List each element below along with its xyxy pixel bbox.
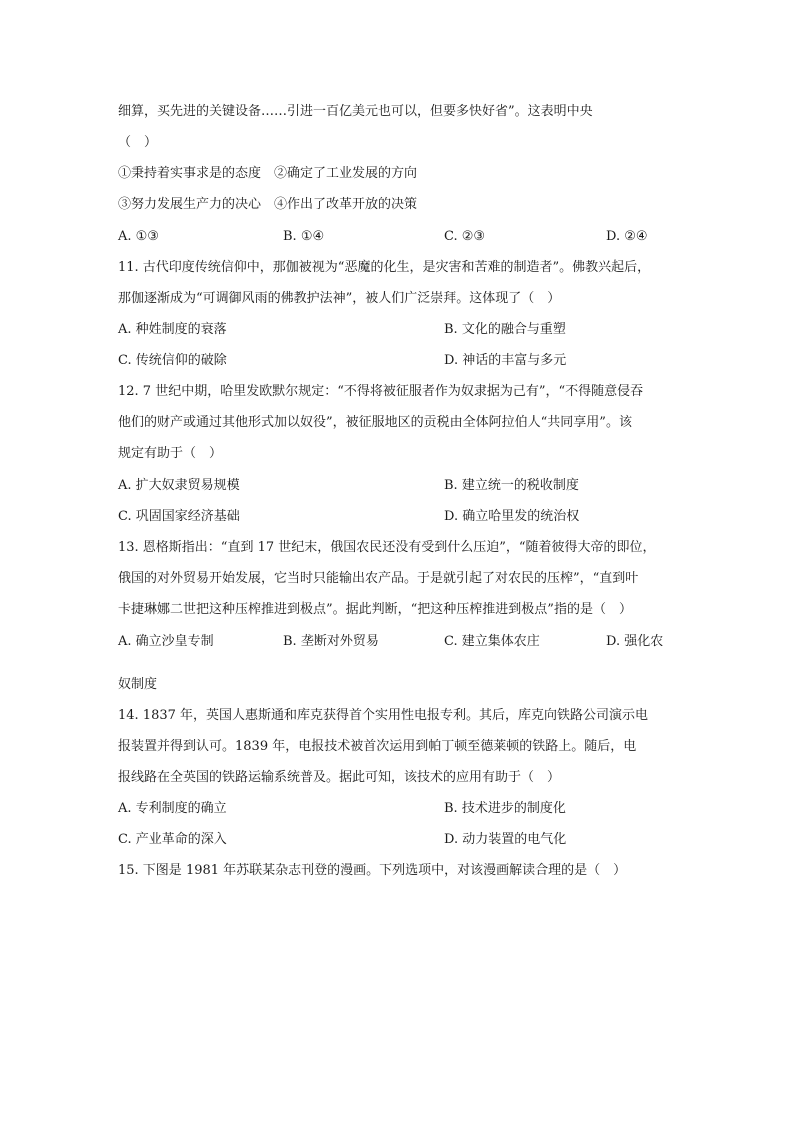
q10-option-c: C. ②③ — [444, 229, 486, 244]
q13-option-d-wrap: 奴制度 — [118, 677, 158, 692]
q10-option-d: D. ②④ — [606, 229, 648, 244]
q14-stem-1: 14. 1837 年，英国人惠斯通和库克获得首个实用性电报专利。其后，库克向铁路公司演示电 — [118, 708, 649, 723]
q13-option-c: C. 建立集体农庄 — [444, 634, 540, 649]
q11-stem-1: 11. 古代印度传统信仰中，那伽被视为“恶魔的化生，是灾害和苦难的制造者”。佛教兴起后， — [118, 260, 651, 275]
q11-option-c: C. 传统信仰的破除 — [118, 353, 227, 368]
q10-statements-2: ③努力发展生产力的决心 ④作出了改革开放的决策 — [118, 197, 418, 212]
q12-stem-2: 他们的财产或通过其他形式加以奴役”，被征服地区的贡税由全体阿拉伯人“共同享用”。该 — [118, 415, 632, 430]
q10-option-b: B. ①④ — [283, 229, 325, 244]
q11-option-d: D. 神话的丰富与多元 — [444, 353, 567, 368]
q13-option-d: D. 强化农 — [606, 634, 664, 649]
q14-option-a: A. 专利制度的确立 — [118, 801, 227, 816]
q10-continued-line: 细算，买先进的关键设备……引进一百亿美元也可以，但要多快好省”。这表明中央 — [118, 104, 593, 119]
q13-option-a: A. 确立沙皇专制 — [118, 634, 214, 649]
q13-option-b: B. 垄断对外贸易 — [283, 634, 379, 649]
q12-option-b: B. 建立统一的税收制度 — [444, 478, 579, 493]
q10-answer-bracket: （ ） — [118, 135, 158, 150]
q11-option-b: B. 文化的融合与重塑 — [444, 322, 566, 337]
q10-option-a: A. ①③ — [118, 229, 159, 244]
q14-option-d: D. 动力装置的电气化 — [444, 832, 567, 847]
q11-stem-2: 那伽逐渐成为“可调御风雨的佛教护法神”，被人们广泛崇拜。这体现了（ ） — [118, 291, 561, 306]
q14-option-c: C. 产业革命的深入 — [118, 832, 227, 847]
q12-option-a: A. 扩大奴隶贸易规模 — [118, 478, 240, 493]
q12-stem-3: 规定有助于（ ） — [118, 446, 223, 461]
q15-stem-1: 15. 下图是 1981 年苏联某杂志刊登的漫画。下列选项中，对该漫画解读合理的是（ ） — [118, 863, 627, 878]
q13-stem-2: 俄国的对外贸易开始发展，它当时只能输出农产品。于是就引起了对农民的压榨”，“直到叶 — [118, 571, 639, 586]
q10-statements-1: ①秉持着实事求是的态度 ②确定了工业发展的方向 — [118, 166, 418, 181]
q11-option-a: A. 种姓制度的衰落 — [118, 322, 227, 337]
q12-option-d: D. 确立哈里发的统治权 — [444, 509, 580, 524]
q12-option-c: C. 巩固国家经济基础 — [118, 509, 240, 524]
q12-stem-1: 12. 7 世纪中期，哈里发欧默尔规定：“不得将被征服者作为奴隶据为己有”，“不得随意侵吞 — [118, 384, 644, 399]
q14-stem-2: 报装置并得到认可。1839 年，电报技术被首次运用到帕丁顿至德莱顿的铁路上。随后，电 — [118, 739, 637, 754]
q13-stem-1: 13. 恩格斯指出：“直到 17 世纪末，俄国农民还没有受到什么压迫”，“随着彼得大帝的即位， — [118, 540, 656, 555]
q13-stem-3: 卡捷琳娜二世把这种压榨推进到极点”。据此判断，“把这种压榨推进到极点”指的是（ ） — [118, 602, 632, 617]
q14-option-b: B. 技术进步的制度化 — [444, 801, 566, 816]
q14-stem-3: 报线路在全英国的铁路运输系统普及。据此可知，该技术的应用有助于（ ） — [118, 770, 561, 785]
